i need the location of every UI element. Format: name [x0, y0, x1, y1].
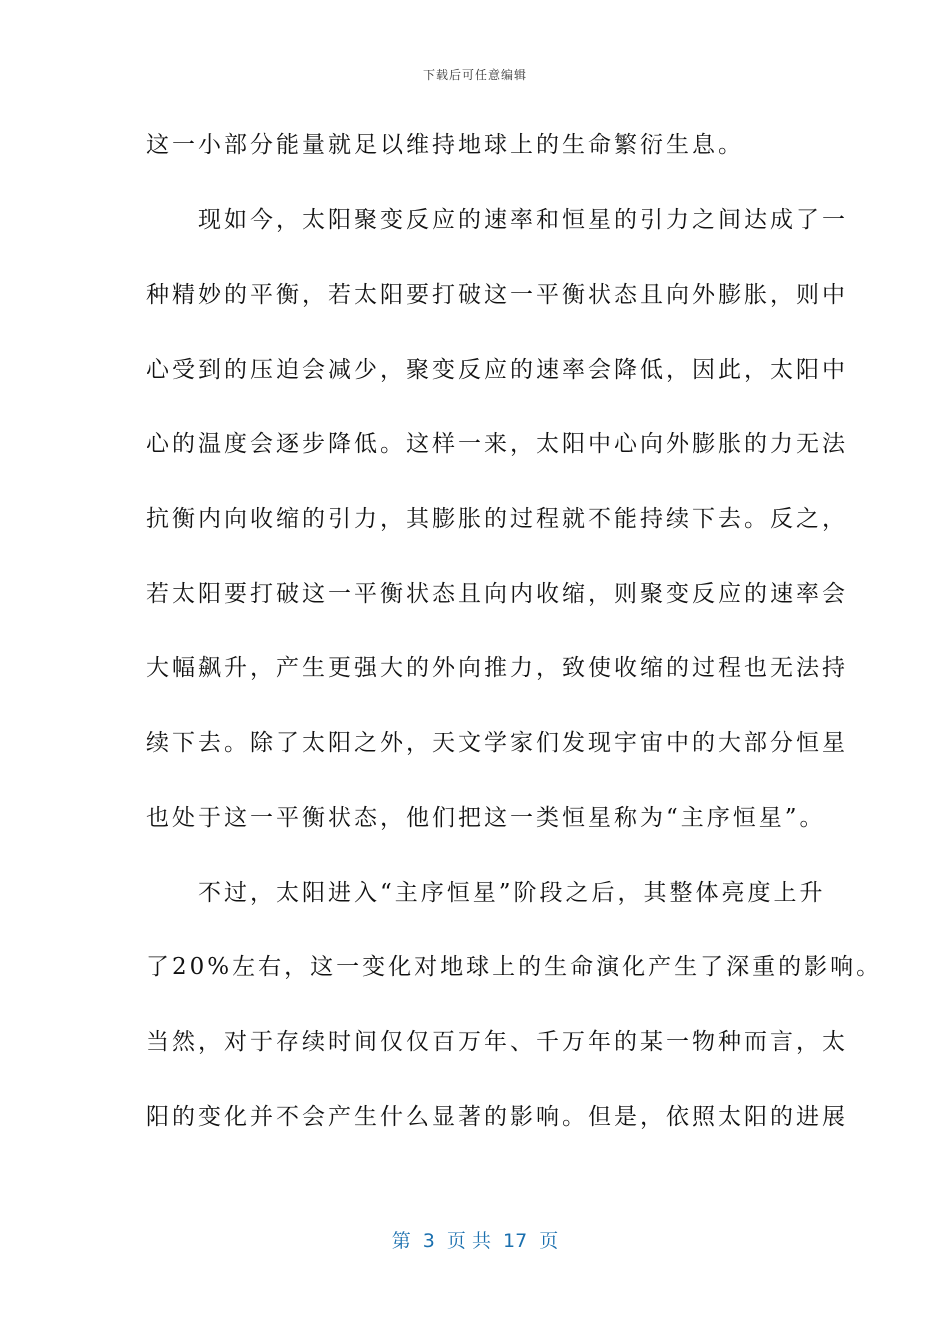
page-header: 下载后可任意编辑 — [422, 68, 527, 82]
text-line: 阳的变化并不会产生什么显著的影响。但是，依照太阳的进展 — [146, 1104, 848, 1130]
text-line: 这一小部分能量就足以维持地球上的生命繁衍生息。 — [146, 132, 744, 158]
text-line: 不过，太阳进入“主序恒星”阶段之后，其整体亮度上升 — [146, 880, 826, 906]
text-line: 也处于这一平衡状态，他们把这一类恒星称为“主序恒星”。 — [146, 805, 826, 831]
text-line: 心的温度会逐步降低。这样一来，太阳中心向外膨胀的力无法 — [146, 431, 848, 457]
page-number-footer: 第 3 页 共 17 页 — [391, 1230, 559, 1252]
text-line: 现如今，太阳聚变反应的速率和恒星的引力之间达成了一 — [146, 207, 848, 233]
text-line: 种精妙的平衡，若太阳要打破这一平衡状态且向外膨胀，则中 — [146, 282, 848, 308]
text-line: 若太阳要打破这一平衡状态且向内收缩，则聚变反应的速率会 — [146, 581, 848, 607]
text-line: 续下去。除了太阳之外，天文学家们发现宇宙中的大部分恒星 — [146, 730, 848, 756]
text-line: 大幅飙升，产生更强大的外向推力，致使收缩的过程也无法持 — [146, 655, 848, 681]
text-line: 抗衡内向收缩的引力，其膨胀的过程就不能持续下去。反之， — [146, 506, 848, 532]
text-line: 当然，对于存续时间仅仅百万年、千万年的某一物种而言，太 — [146, 1029, 848, 1055]
text-line: 了20%左右，这一变化对地球上的生命演化产生了深重的影响。 — [146, 954, 883, 980]
text-line: 心受到的压迫会减少，聚变反应的速率会降低，因此，太阳中 — [146, 357, 848, 383]
